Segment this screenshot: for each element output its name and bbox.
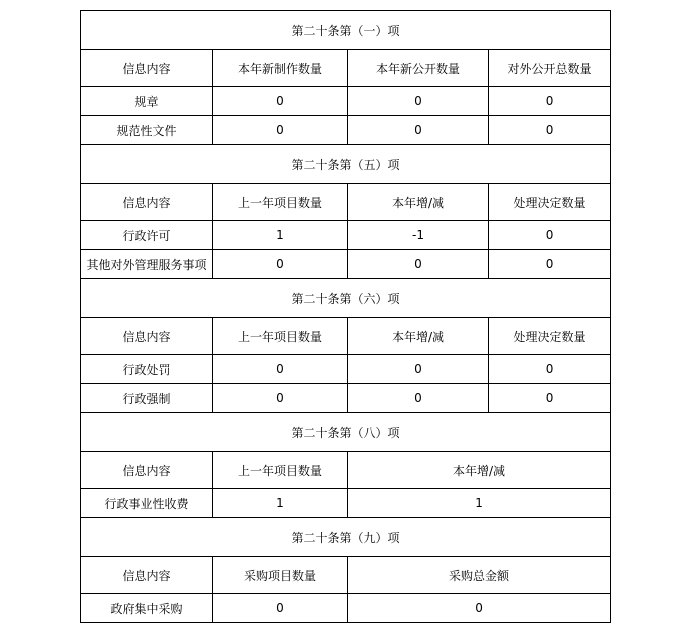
table-row <box>81 384 611 413</box>
column-header: 信息内容 <box>81 184 213 221</box>
section-title-row <box>81 413 611 452</box>
section-title: 第二十条第（九）项 <box>81 518 611 557</box>
cell-value: 0 <box>348 116 489 145</box>
section-title: 第二十条第（六）项 <box>81 279 611 318</box>
cell-value: 0 <box>348 355 489 384</box>
section-title: 第二十条第（一）项 <box>81 11 611 50</box>
column-header: 采购项目数量 <box>213 557 348 594</box>
section-title-row <box>81 145 611 184</box>
cell-value: 0 <box>213 87 348 116</box>
row-label: 其他对外管理服务事项 <box>81 250 213 279</box>
column-header: 处理决定数量 <box>489 318 611 355</box>
cell-value: 0 <box>489 355 611 384</box>
header-row <box>81 452 611 489</box>
cell-value: 0 <box>348 384 489 413</box>
column-header: 信息内容 <box>81 50 213 87</box>
disclosure-table <box>80 10 611 623</box>
cell-value: 0 <box>213 355 348 384</box>
header-row <box>81 50 611 87</box>
row-label: 行政强制 <box>81 384 213 413</box>
column-header: 信息内容 <box>81 557 213 594</box>
cell-value: -1 <box>348 221 489 250</box>
table-row <box>81 250 611 279</box>
section-title-row <box>81 518 611 557</box>
cell-value: 0 <box>489 250 611 279</box>
column-header: 对外公开总数量 <box>489 50 611 87</box>
table-row <box>81 355 611 384</box>
section-title: 第二十条第（五）项 <box>81 145 611 184</box>
column-header: 本年增/减 <box>348 318 489 355</box>
cell-value: 0 <box>489 87 611 116</box>
header-row <box>81 557 611 594</box>
section-title: 第二十条第（八）项 <box>81 413 611 452</box>
table-row <box>81 87 611 116</box>
cell-value: 0 <box>348 594 611 623</box>
cell-value: 0 <box>489 221 611 250</box>
row-label: 规章 <box>81 87 213 116</box>
header-row <box>81 318 611 355</box>
row-label: 政府集中采购 <box>81 594 213 623</box>
column-header: 本年增/减 <box>348 184 489 221</box>
cell-value: 0 <box>213 250 348 279</box>
table-row <box>81 221 611 250</box>
cell-value: 1 <box>213 489 348 518</box>
row-label: 规范性文件 <box>81 116 213 145</box>
cell-value: 1 <box>213 221 348 250</box>
column-header: 信息内容 <box>81 452 213 489</box>
row-label: 行政许可 <box>81 221 213 250</box>
column-header: 采购总金额 <box>348 557 611 594</box>
cell-value: 1 <box>348 489 611 518</box>
header-row <box>81 184 611 221</box>
row-label: 行政事业性收费 <box>81 489 213 518</box>
column-header: 上一年项目数量 <box>213 184 348 221</box>
section-title-row <box>81 11 611 50</box>
column-header: 上一年项目数量 <box>213 318 348 355</box>
section-title-row <box>81 279 611 318</box>
column-header: 本年新公开数量 <box>348 50 489 87</box>
table-row <box>81 116 611 145</box>
column-header: 本年增/减 <box>348 452 611 489</box>
column-header: 处理决定数量 <box>489 184 611 221</box>
table-body <box>81 11 611 623</box>
table-row <box>81 489 611 518</box>
cell-value: 0 <box>348 250 489 279</box>
row-label: 行政处罚 <box>81 355 213 384</box>
cell-value: 0 <box>213 116 348 145</box>
cell-value: 0 <box>213 384 348 413</box>
cell-value: 0 <box>348 87 489 116</box>
cell-value: 0 <box>489 384 611 413</box>
table-row <box>81 594 611 623</box>
cell-value: 0 <box>213 594 348 623</box>
column-header: 信息内容 <box>81 318 213 355</box>
column-header: 上一年项目数量 <box>213 452 348 489</box>
column-header: 本年新制作数量 <box>213 50 348 87</box>
cell-value: 0 <box>489 116 611 145</box>
